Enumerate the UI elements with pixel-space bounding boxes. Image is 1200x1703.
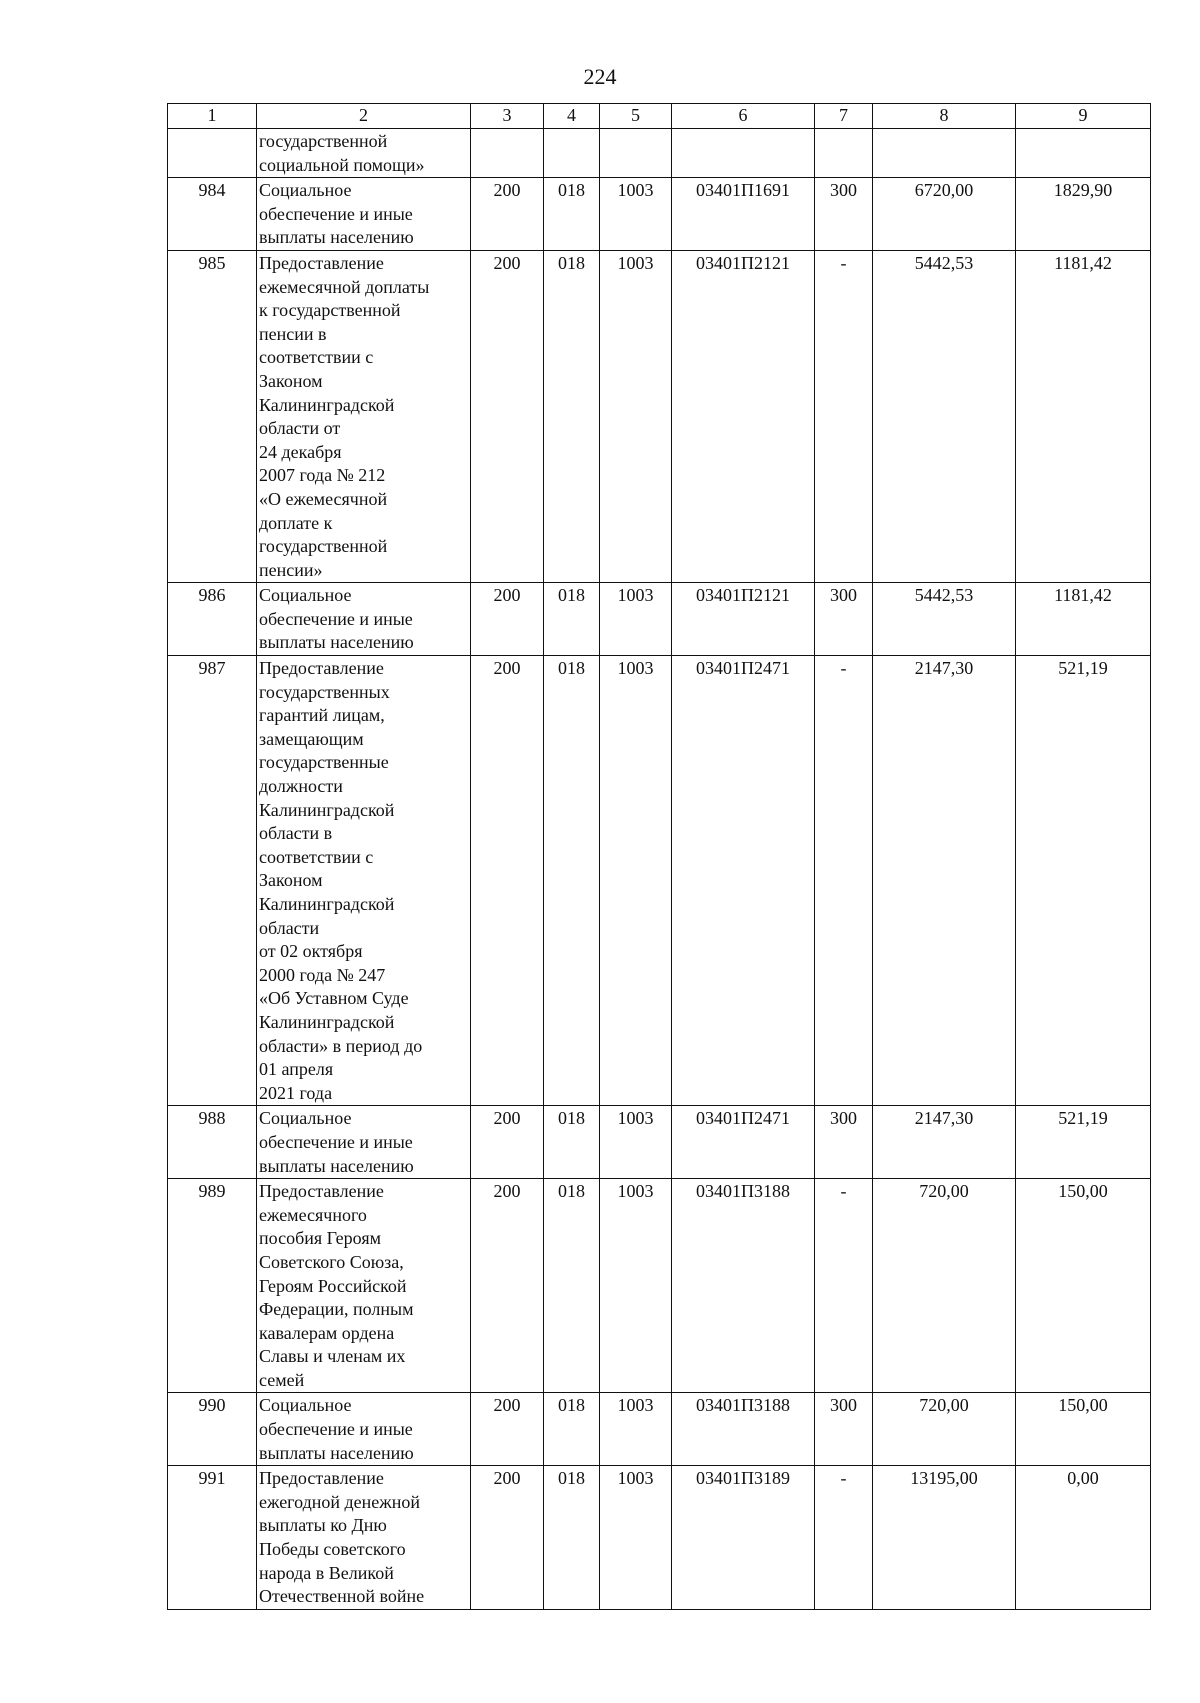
column-header: 9	[1016, 104, 1151, 129]
col3-cell: 200	[471, 1179, 544, 1393]
header-row	[168, 104, 1151, 129]
col3-cell: 200	[471, 1393, 544, 1466]
col5-cell: 1003	[600, 178, 672, 251]
column-header: 6	[672, 104, 815, 129]
col6-cell: 03401П2121	[672, 250, 815, 582]
col4-cell: 018	[544, 1106, 600, 1179]
col3-cell: 200	[471, 178, 544, 251]
col3-cell: 200	[471, 250, 544, 582]
col6-cell	[672, 129, 815, 178]
col5-cell: 1003	[600, 656, 672, 1106]
col3-cell: 200	[471, 1466, 544, 1610]
col4-cell: 018	[544, 250, 600, 582]
col5-cell: 1003	[600, 1393, 672, 1466]
page-number: 224	[583, 64, 617, 89]
col9-cell	[1016, 129, 1151, 178]
description-cell: Социальное обеспечение и иные выплаты населению	[257, 1393, 471, 1466]
col5-cell: 1003	[600, 250, 672, 582]
col9-cell: 521,19	[1016, 1106, 1151, 1179]
description-cell: Предоставление ежемесячной доплаты к государственной пенсии в соответствии с Законом Калининградской области от 24 декабря 2007 года № 212 «О ежемесячной доплате к государственной пенсии»	[257, 250, 471, 582]
column-header: 3	[471, 104, 544, 129]
col8-cell: 5442,53	[873, 250, 1016, 582]
col7-cell	[815, 129, 873, 178]
col7-cell: 300	[815, 1393, 873, 1466]
table-row	[168, 1466, 1151, 1610]
description-cell: государственной социальной помощи»	[257, 129, 471, 178]
col9-cell: 1181,42	[1016, 250, 1151, 582]
col4-cell: 018	[544, 583, 600, 656]
row-number-cell: 988	[168, 1106, 257, 1179]
col7-cell: -	[815, 1179, 873, 1393]
row-number-cell: 984	[168, 178, 257, 251]
column-header: 2	[257, 104, 471, 129]
col8-cell: 720,00	[873, 1393, 1016, 1466]
table-row	[168, 656, 1151, 1106]
col3-cell: 200	[471, 1106, 544, 1179]
col7-cell: 300	[815, 1106, 873, 1179]
table-row	[168, 1106, 1151, 1179]
col3-cell: 200	[471, 583, 544, 656]
column-header: 4	[544, 104, 600, 129]
row-number-cell: 991	[168, 1466, 257, 1610]
row-number-cell: 985	[168, 250, 257, 582]
col8-cell: 2147,30	[873, 1106, 1016, 1179]
row-number-cell: 986	[168, 583, 257, 656]
col9-cell: 1181,42	[1016, 583, 1151, 656]
row-number-cell	[168, 129, 257, 178]
description-cell: Предоставление ежегодной денежной выплаты ко Дню Победы советского народа в Великой Отечественной войне	[257, 1466, 471, 1610]
col6-cell: 03401П1691	[672, 178, 815, 251]
col9-cell: 150,00	[1016, 1179, 1151, 1393]
col8-cell: 5442,53	[873, 583, 1016, 656]
description-cell: Предоставление ежемесячного пособия Героям Советского Союза, Героям Российской Федерации, полным кавалерам ордена Славы и членам их семей	[257, 1179, 471, 1393]
budget-table	[167, 103, 1151, 1610]
col4-cell: 018	[544, 178, 600, 251]
col7-cell: 300	[815, 583, 873, 656]
column-header: 1	[168, 104, 257, 129]
col4-cell	[544, 129, 600, 178]
column-header: 7	[815, 104, 873, 129]
table-row	[168, 250, 1151, 582]
table-row	[168, 178, 1151, 251]
col6-cell: 03401П3189	[672, 1466, 815, 1610]
col8-cell: 2147,30	[873, 656, 1016, 1106]
row-number-cell: 987	[168, 656, 257, 1106]
col5-cell: 1003	[600, 1466, 672, 1610]
table-row	[168, 1393, 1151, 1466]
col9-cell: 150,00	[1016, 1393, 1151, 1466]
col6-cell: 03401П3188	[672, 1393, 815, 1466]
col6-cell: 03401П3188	[672, 1179, 815, 1393]
description-cell: Социальное обеспечение и иные выплаты населению	[257, 178, 471, 251]
col9-cell: 521,19	[1016, 656, 1151, 1106]
col4-cell: 018	[544, 1179, 600, 1393]
col5-cell: 1003	[600, 1106, 672, 1179]
description-cell: Социальное обеспечение и иные выплаты населению	[257, 1106, 471, 1179]
col8-cell: 13195,00	[873, 1466, 1016, 1610]
table-row	[168, 129, 1151, 178]
col5-cell	[600, 129, 672, 178]
col9-cell: 1829,90	[1016, 178, 1151, 251]
table-row	[168, 1179, 1151, 1393]
col3-cell	[471, 129, 544, 178]
col3-cell: 200	[471, 656, 544, 1106]
column-header: 8	[873, 104, 1016, 129]
col4-cell: 018	[544, 1393, 600, 1466]
col8-cell: 720,00	[873, 1179, 1016, 1393]
description-cell: Социальное обеспечение и иные выплаты населению	[257, 583, 471, 656]
col7-cell: -	[815, 250, 873, 582]
col8-cell	[873, 129, 1016, 178]
column-header: 5	[600, 104, 672, 129]
col5-cell: 1003	[600, 583, 672, 656]
col4-cell: 018	[544, 656, 600, 1106]
col9-cell: 0,00	[1016, 1466, 1151, 1610]
table-row	[168, 583, 1151, 656]
col6-cell: 03401П2471	[672, 1106, 815, 1179]
col6-cell: 03401П2121	[672, 583, 815, 656]
col7-cell: -	[815, 656, 873, 1106]
col8-cell: 6720,00	[873, 178, 1016, 251]
col6-cell: 03401П2471	[672, 656, 815, 1106]
col7-cell: -	[815, 1466, 873, 1610]
col7-cell: 300	[815, 178, 873, 251]
row-number-cell: 989	[168, 1179, 257, 1393]
row-number-cell: 990	[168, 1393, 257, 1466]
col5-cell: 1003	[600, 1179, 672, 1393]
col4-cell: 018	[544, 1466, 600, 1610]
description-cell: Предоставление государственных гарантий лицам, замещающим государственные должности Калининградской области в соответствии с Законом Калининградской области от 02 октября 2000 года № 247 «Об Уставном Суде Калининградской области» в период до 01 апреля 2021 года	[257, 656, 471, 1106]
